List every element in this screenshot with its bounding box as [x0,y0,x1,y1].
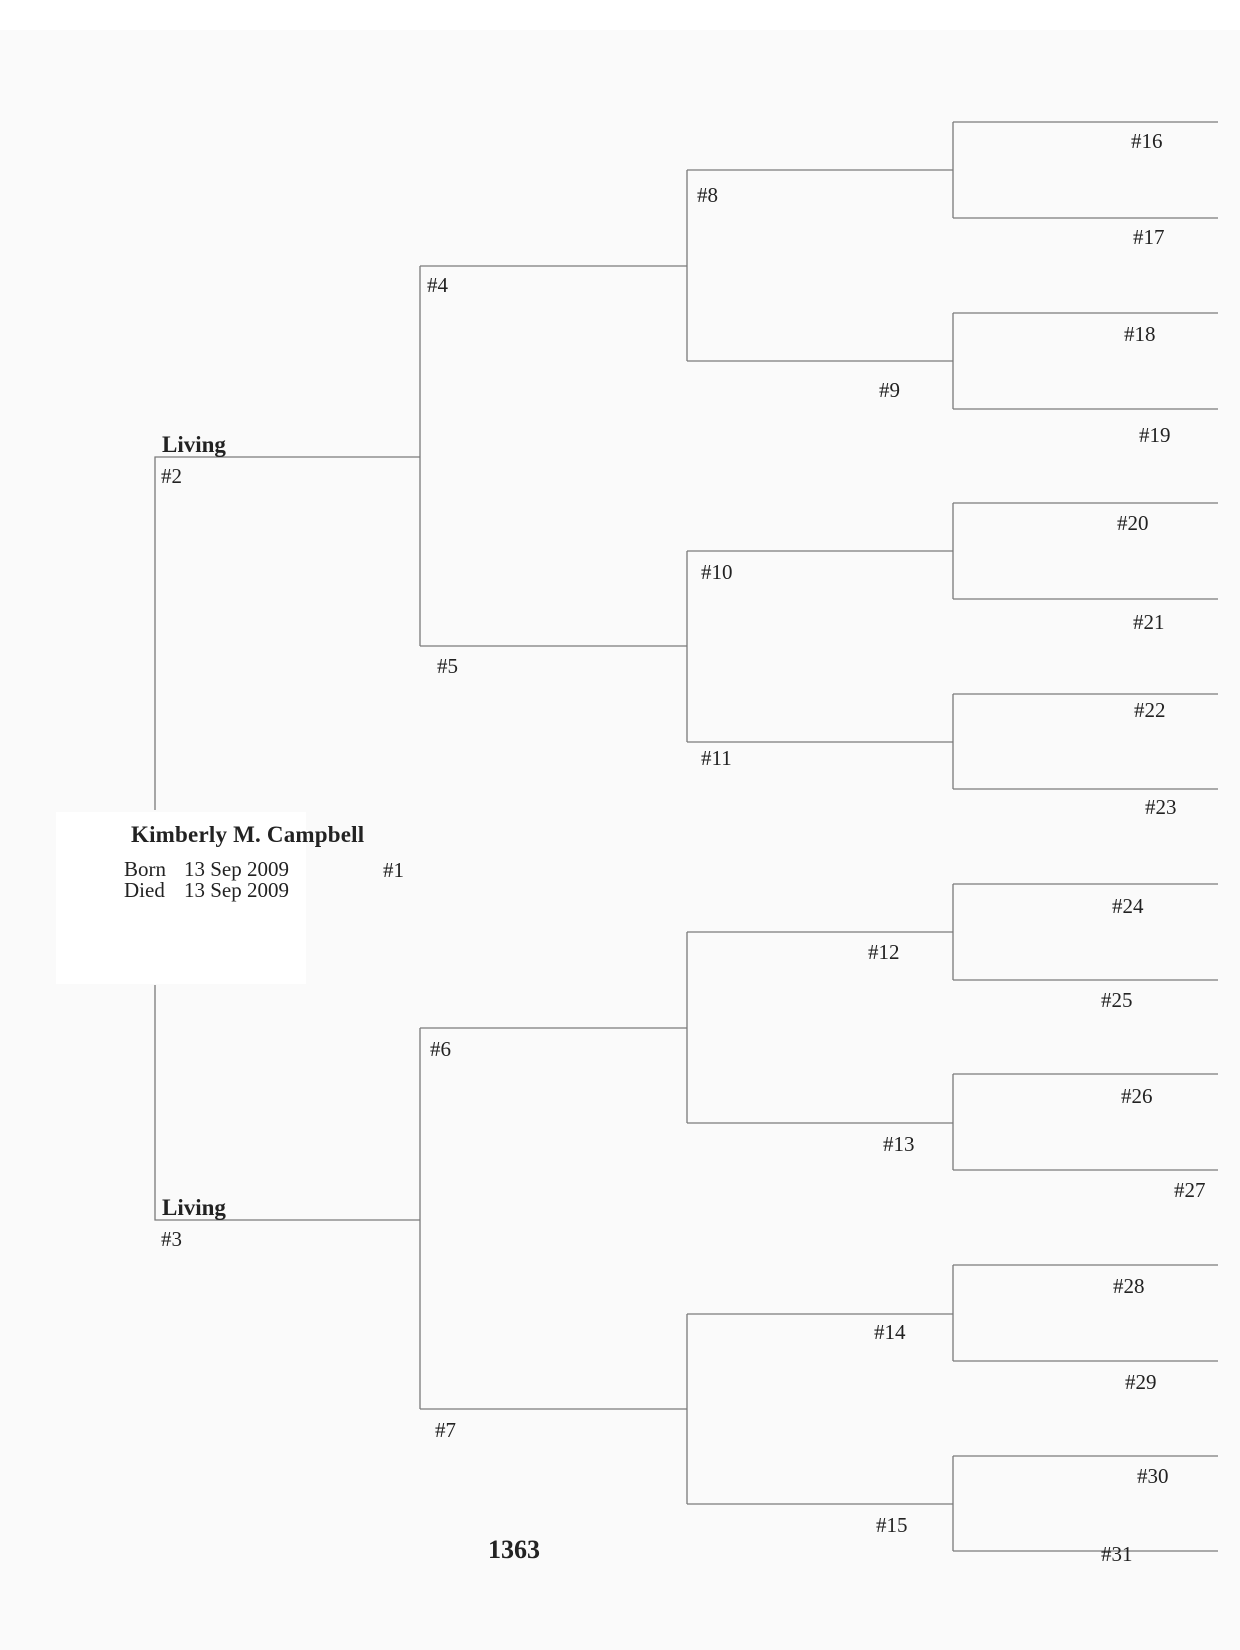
person-name-2: Living [162,432,226,457]
person-number-3: #3 [161,1227,182,1251]
person-number-27: #27 [1174,1178,1206,1202]
person-number-26: #26 [1121,1084,1153,1108]
person-name-3: Living [162,1195,226,1220]
person-number-25: #25 [1101,988,1133,1012]
person-number-20: #20 [1117,511,1149,535]
person-number-6: #6 [430,1037,451,1061]
connector-15-30-31 [953,1456,1218,1551]
connector-11-22-23 [953,694,1218,789]
connector-12-24-25 [953,884,1218,980]
person-number-29: #29 [1125,1370,1157,1394]
connector-7-14-15 [687,1314,953,1504]
person-number-8: #8 [697,183,718,207]
person-number-21: #21 [1133,610,1165,634]
person-number-9: #9 [879,378,900,402]
root-person-name: Kimberly M. Campbell [131,822,365,847]
person-number-13: #13 [883,1132,915,1156]
person-number-28: #28 [1113,1274,1145,1298]
died-date: 13 Sep 2009 [184,878,289,902]
connector-9-18-19 [953,313,1218,409]
connector-13-26-27 [953,1074,1218,1170]
person-number-23: #23 [1145,795,1177,819]
born-date: 13 Sep 2009 [184,857,289,881]
person-number-16: #16 [1131,129,1163,153]
died-label: Died [124,878,165,902]
person-number-2: #2 [161,464,182,488]
person-number-4: #4 [427,273,448,297]
connector-6-12-13 [687,932,953,1123]
connector-3-6-7 [420,1028,687,1409]
person-number-7: #7 [435,1418,456,1442]
person-number-22: #22 [1134,698,1166,722]
page-number: 1363 [488,1535,540,1564]
person-number-1: #1 [383,858,404,882]
person-number-15: #15 [876,1513,908,1537]
person-number-19: #19 [1139,423,1171,447]
person-number-18: #18 [1124,322,1156,346]
connector-2-4-5 [420,266,687,646]
connector-10-20-21 [953,503,1218,599]
person-number-10: #10 [701,560,733,584]
connector-4-8-9 [687,170,953,361]
person-number-12: #12 [868,940,900,964]
person-number-17: #17 [1133,225,1165,249]
person-number-11: #11 [701,746,732,770]
connector-8-16-17 [953,122,1218,218]
person-number-14: #14 [874,1320,906,1344]
connector-14-28-29 [953,1265,1218,1361]
person-number-30: #30 [1137,1464,1169,1488]
person-number-24: #24 [1112,894,1144,918]
person-number-31: #31 [1101,1542,1133,1566]
person-number-5: #5 [437,654,458,678]
born-label: Born [124,857,166,881]
